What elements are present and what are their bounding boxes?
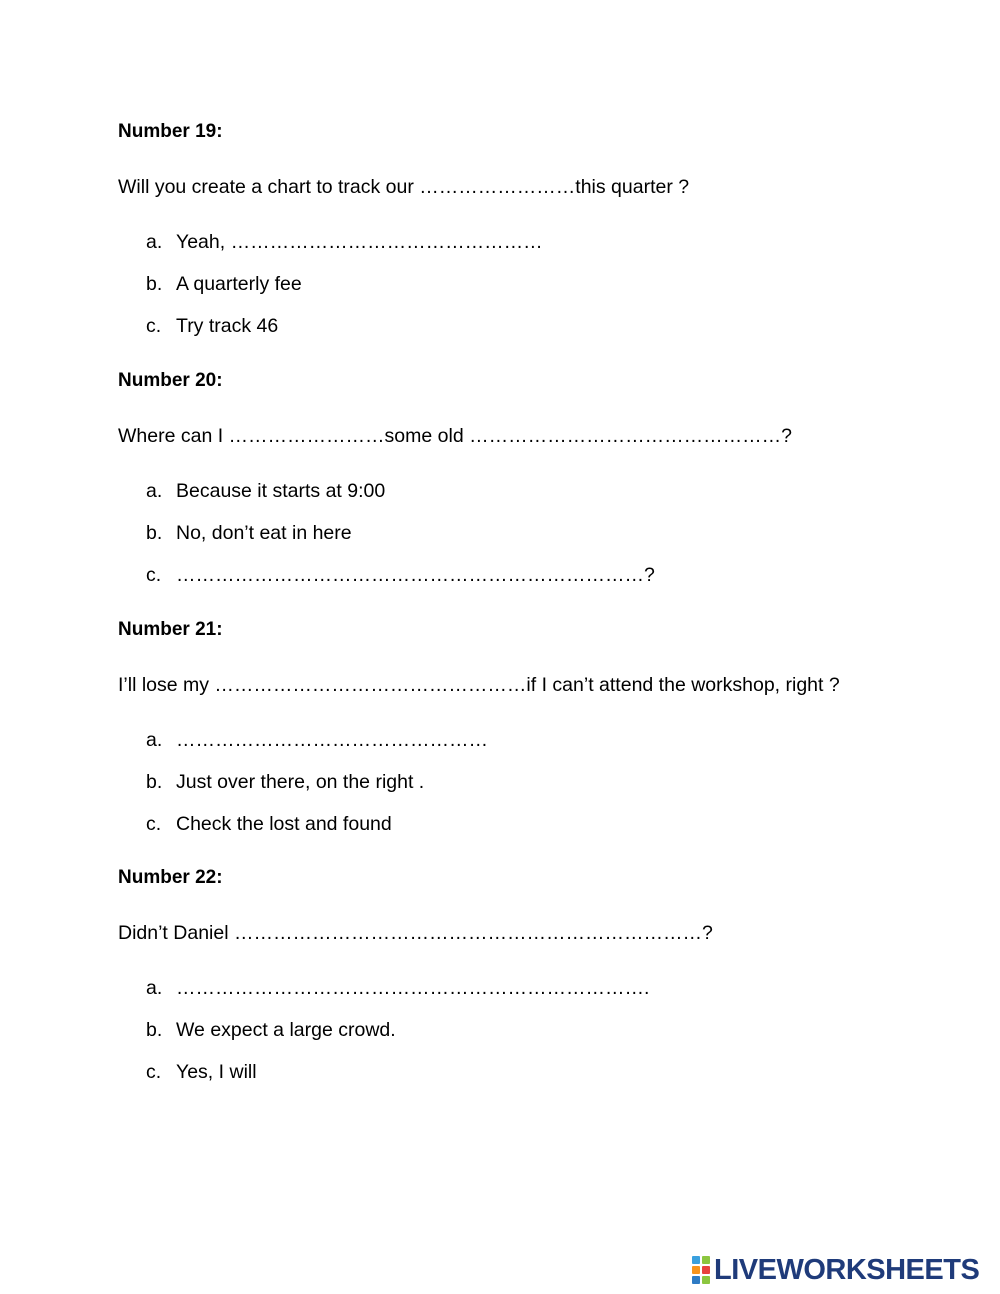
answer-option [146, 230, 543, 254]
option-letter: a. [146, 729, 163, 751]
question-text: Where can I ……………………some old …………………………………………? [118, 425, 792, 447]
logo-blocks-icon [692, 1256, 710, 1284]
option-text: Yes, I will [176, 1061, 257, 1083]
option-text: No, don’t eat in here [176, 522, 352, 544]
liveworksheets-logo[interactable] [692, 1254, 979, 1286]
question-heading: Number 22: [118, 867, 223, 888]
answer-option [146, 1018, 396, 1042]
option-text: Because it starts at 9:00 [176, 480, 386, 502]
option-text: We expect a large crowd. [176, 1019, 396, 1041]
option-letter: a. [146, 977, 163, 999]
option-letter: c. [146, 1061, 162, 1083]
logo-text: LIVEWORKSHEETS [714, 1253, 980, 1286]
answer-option [146, 479, 385, 503]
option-letter: c. [146, 813, 162, 835]
option-text: ………………………………………… [176, 729, 488, 751]
option-letter: b. [146, 1019, 163, 1041]
answer-option [146, 812, 392, 836]
option-letter: b. [146, 771, 163, 793]
option-letter: b. [146, 273, 163, 295]
option-text: ………………………………………………………………? [176, 564, 655, 586]
option-text: A quarterly fee [176, 273, 302, 295]
option-letter: c. [146, 315, 162, 337]
option-text: ………………………………………………………………. [176, 977, 650, 999]
answer-option [146, 272, 302, 296]
answer-option [146, 728, 488, 752]
option-text: Yeah, ………………………………………… [176, 231, 543, 253]
question-text: Will you create a chart to track our ……………………this quarter ? [118, 176, 690, 198]
option-text: Just over there, on the right . [176, 771, 425, 793]
question-heading: Number 19: [118, 121, 223, 142]
answer-option [146, 770, 424, 794]
question-text: Didn’t Daniel ………………………………………………………………? [118, 922, 713, 944]
answer-option [146, 314, 278, 338]
option-letter: b. [146, 522, 163, 544]
answer-option [146, 563, 655, 587]
question-text: I’ll lose my …………………………………………if I can’t attend the workshop, right ? [118, 674, 840, 696]
option-letter: a. [146, 480, 163, 502]
answer-option [146, 1060, 257, 1084]
option-letter: c. [146, 564, 162, 586]
question-heading: Number 21: [118, 619, 223, 640]
question-heading: Number 20: [118, 370, 223, 391]
option-text: Check the lost and found [176, 813, 392, 835]
answer-option [146, 521, 352, 545]
option-text: Try track 46 [176, 315, 279, 337]
option-letter: a. [146, 231, 163, 253]
answer-option [146, 976, 649, 1000]
